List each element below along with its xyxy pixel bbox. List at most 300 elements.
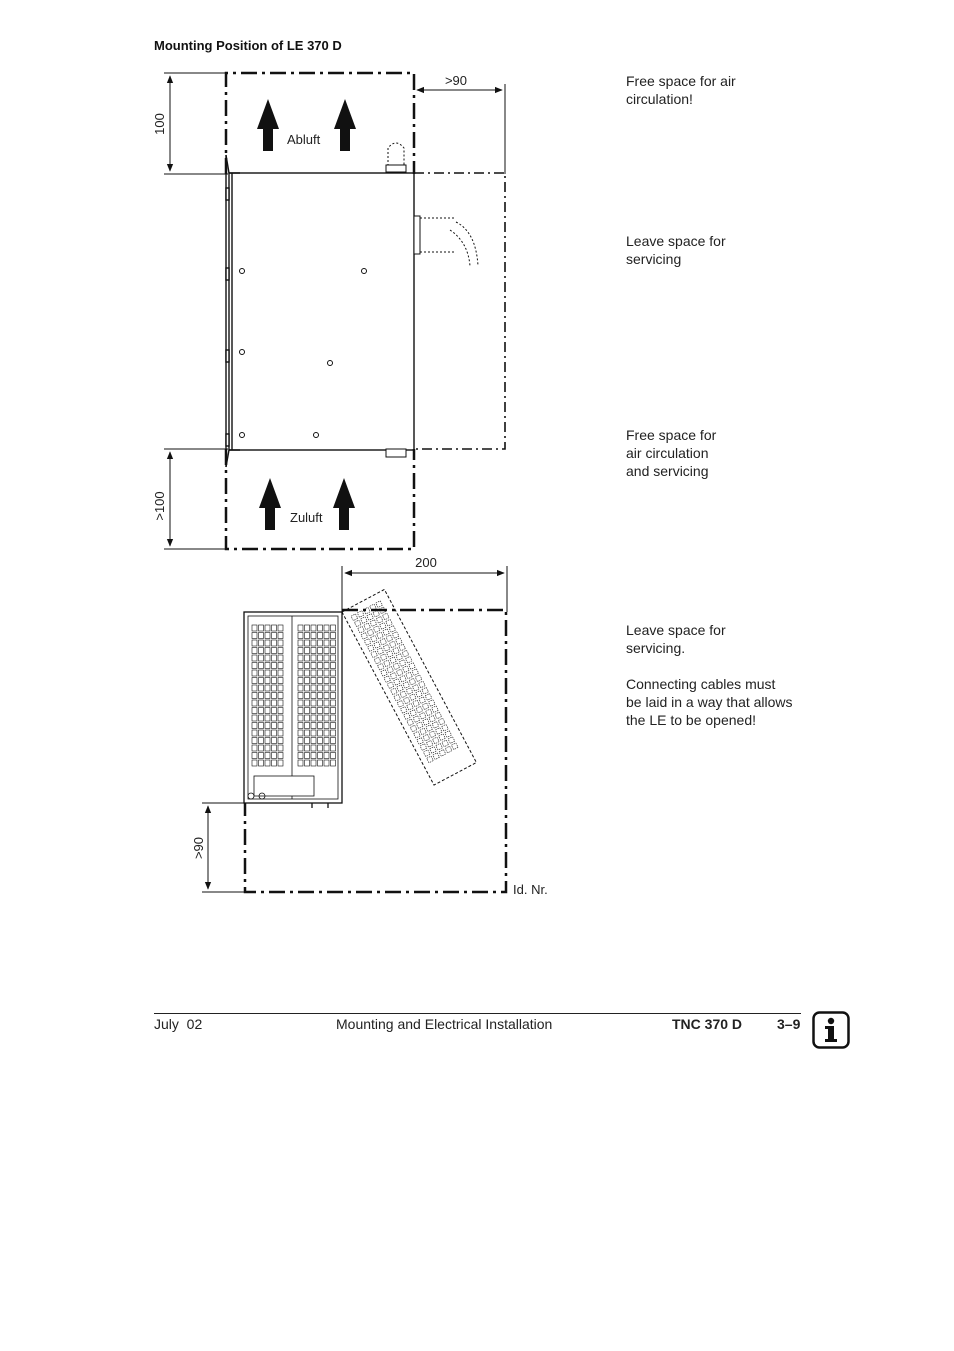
vent-slot: [428, 700, 435, 707]
vent-slot: [265, 730, 270, 736]
vent-slot: [380, 638, 387, 645]
vent-slot: [364, 623, 371, 630]
vent-slot: [416, 706, 423, 713]
vent-slot: [311, 633, 316, 639]
vent-slot: [311, 648, 316, 654]
vent-slot: [354, 620, 361, 627]
vent-slot: [259, 655, 264, 661]
dim-text-bottom-clearance: >100: [152, 491, 167, 521]
vent-slot: [324, 745, 329, 751]
vent-slot: [370, 635, 377, 642]
vent-slot: [374, 657, 381, 664]
footer-date: July 02: [154, 1016, 203, 1032]
vent-slot: [259, 700, 264, 706]
vent-slot: [400, 675, 407, 682]
vent-slot: [422, 703, 429, 710]
vent-slot: [278, 685, 283, 691]
vent-slot: [311, 745, 316, 751]
vent-slot: [265, 685, 270, 691]
vent-slot: [358, 626, 365, 633]
vent-slot: [311, 640, 316, 646]
dim-text-service-width: 200: [415, 555, 437, 570]
vent-slot: [318, 760, 323, 766]
vent-slot: [404, 713, 411, 720]
vent-slot: [364, 639, 371, 646]
vent-slot: [429, 715, 436, 722]
vent-slot: [423, 750, 430, 757]
vent-slot: [311, 760, 316, 766]
vent-slot: [278, 700, 283, 706]
vent-slot: [278, 730, 283, 736]
vent-slot: [252, 693, 257, 699]
vent-slot: [272, 670, 277, 676]
vent-slot: [413, 700, 420, 707]
vent-slot: [331, 708, 336, 714]
vent-slot: [386, 651, 393, 658]
vent-slot: [278, 633, 283, 639]
vent-slot: [387, 666, 394, 673]
vent-slot: [298, 700, 303, 706]
vent-slot: [272, 648, 277, 654]
vent-slot: [331, 648, 336, 654]
vent-slot: [390, 688, 397, 695]
vent-slot: [265, 663, 270, 669]
vent-slot: [318, 708, 323, 714]
vent-slot: [318, 648, 323, 654]
vent-slot: [265, 670, 270, 676]
vent-slot: [318, 723, 323, 729]
vent-slot: [331, 693, 336, 699]
footer-chapter: Mounting and Electrical Installation: [336, 1016, 553, 1032]
vent-slot: [433, 753, 440, 760]
vent-slot: [252, 678, 257, 684]
vent-slot: [387, 682, 394, 689]
vent-slot: [278, 678, 283, 684]
vent-slot: [278, 663, 283, 669]
vent-slot: [298, 663, 303, 669]
footer-product: TNC 370 D: [672, 1016, 743, 1032]
vent-slot: [367, 629, 374, 636]
vent-slot: [298, 655, 303, 661]
vent-slot: [311, 685, 316, 691]
vent-slot: [318, 685, 323, 691]
vent-slot: [376, 616, 383, 623]
vent-slot: [324, 693, 329, 699]
vent-slot: [265, 640, 270, 646]
vent-slot: [272, 715, 277, 721]
vent-slot: [265, 715, 270, 721]
vent-slot: [298, 693, 303, 699]
vent-slot: [435, 728, 442, 735]
vent-slot: [324, 625, 329, 631]
vent-slot: [265, 738, 270, 744]
vent-slot: [278, 693, 283, 699]
vent-slot: [331, 715, 336, 721]
vent-slot: [390, 672, 397, 679]
vent-slot: [373, 626, 380, 633]
vent-slot: [259, 685, 264, 691]
vent-slot: [305, 708, 310, 714]
vent-slot: [412, 669, 419, 676]
vent-slot: [318, 640, 323, 646]
vent-slot: [324, 633, 329, 639]
vent-slot: [318, 730, 323, 736]
vent-slot: [445, 731, 452, 738]
vent-slot: [403, 681, 410, 688]
dim-text-side-clearance: >90: [444, 73, 468, 88]
vent-slot: [331, 670, 336, 676]
dim-text-top-clearance: 100: [152, 113, 167, 135]
vent-slot: [318, 633, 323, 639]
vent-slot: [311, 670, 316, 676]
vent-slot: [265, 625, 270, 631]
vent-slot: [252, 648, 257, 654]
vent-slot: [430, 747, 437, 754]
vent-slot: [278, 648, 283, 654]
dimension-side-clearance: [417, 84, 505, 174]
label-id-number: Id. Nr.: [513, 882, 548, 897]
vent-slot: [305, 753, 310, 759]
vent-slot: [252, 723, 257, 729]
vent-slot: [406, 672, 413, 679]
vent-slot: [298, 685, 303, 691]
vent-slot: [427, 756, 434, 763]
vent-slot: [311, 738, 316, 744]
vent-slot: [405, 656, 412, 663]
vent-slot: [371, 651, 378, 658]
vent-slot: [377, 632, 384, 639]
vent-slot: [305, 738, 310, 744]
vent-slot: [278, 753, 283, 759]
vent-slot: [298, 640, 303, 646]
vent-slot: [298, 678, 303, 684]
vent-slot: [272, 723, 277, 729]
label-intake: Zuluft: [290, 510, 323, 525]
vent-slot: [259, 723, 264, 729]
vent-slot: [259, 715, 264, 721]
vent-slot: [298, 648, 303, 654]
vent-slot: [318, 745, 323, 751]
vent-slot: [278, 745, 283, 751]
dimension-service-width: [342, 566, 507, 612]
vent-slot: [331, 700, 336, 706]
note-servicing: Leave space for servicing: [626, 233, 726, 267]
vent-slot: [331, 678, 336, 684]
vent-slot: [252, 760, 257, 766]
vent-slot: [259, 633, 264, 639]
vent-slot: [318, 670, 323, 676]
vent-slot: [252, 753, 257, 759]
vent-slot: [377, 663, 384, 670]
vent-slot: [265, 648, 270, 654]
vent-slot: [423, 734, 430, 741]
vent-slot: [259, 753, 264, 759]
vent-slot: [331, 738, 336, 744]
vent-slot: [324, 655, 329, 661]
vent-slot: [416, 722, 423, 729]
vent-slot: [305, 693, 310, 699]
vent-slot: [331, 685, 336, 691]
vent-slot: [331, 730, 336, 736]
vent-slot: [409, 694, 416, 701]
vent-slot: [298, 745, 303, 751]
vent-slot: [278, 723, 283, 729]
vent-slot: [265, 760, 270, 766]
vent-slot: [272, 678, 277, 684]
vent-slot: [439, 749, 446, 756]
vent-slot: [278, 670, 283, 676]
vent-slot: [420, 744, 427, 751]
vent-slot: [259, 625, 264, 631]
vent-slot: [425, 709, 432, 716]
vent-slot: [416, 691, 423, 698]
vent-slot: [265, 678, 270, 684]
vent-slot: [419, 712, 426, 719]
vent-slot: [272, 633, 277, 639]
vent-slot: [252, 700, 257, 706]
vent-slot: [252, 738, 257, 744]
vent-slot: [272, 745, 277, 751]
vent-slot: [278, 625, 283, 631]
vent-slot: [423, 719, 430, 726]
vent-slot: [331, 760, 336, 766]
vent-slot: [265, 753, 270, 759]
vent-slot: [436, 743, 443, 750]
vent-slot: [413, 731, 420, 738]
vent-slot: [311, 693, 316, 699]
vent-slot: [445, 746, 452, 753]
vent-slot: [252, 670, 257, 676]
vent-slot: [331, 745, 336, 751]
vent-slot: [383, 644, 390, 651]
vent-slot: [394, 694, 401, 701]
vent-slot: [305, 745, 310, 751]
vent-slot: [278, 760, 283, 766]
vent-slot: [361, 632, 368, 639]
vent-slot: [324, 648, 329, 654]
vent-slot: [311, 700, 316, 706]
vent-slot: [298, 670, 303, 676]
vent-slot: [272, 738, 277, 744]
vent-slot: [432, 721, 439, 728]
vent-grid-left: [252, 625, 283, 766]
vent-slot: [265, 655, 270, 661]
vent-slot: [409, 678, 416, 685]
vent-slot: [278, 655, 283, 661]
opened-door: [342, 589, 476, 785]
vent-slot: [395, 638, 402, 645]
vent-slot: [259, 693, 264, 699]
info-icon: [812, 1011, 850, 1049]
vent-slot: [259, 648, 264, 654]
vent-slot: [324, 640, 329, 646]
vent-slot: [252, 745, 257, 751]
dim-text-lower-clearance: >90: [191, 836, 206, 860]
vent-slot: [298, 633, 303, 639]
vent-slot: [311, 663, 316, 669]
vent-slot: [298, 715, 303, 721]
vent-slot: [311, 708, 316, 714]
vent-slot: [407, 719, 414, 726]
vent-slot: [331, 753, 336, 759]
vent-slot: [374, 642, 381, 649]
vent-slot: [442, 740, 449, 747]
vent-slot: [324, 738, 329, 744]
vent-slot: [324, 700, 329, 706]
vent-slot: [438, 718, 445, 725]
vent-slot: [278, 738, 283, 744]
vent-slot: [439, 734, 446, 741]
vent-slot: [331, 625, 336, 631]
vent-slot: [324, 670, 329, 676]
vent-slot: [318, 715, 323, 721]
vent-slot: [392, 632, 399, 639]
vent-slot: [305, 685, 310, 691]
vent-slot: [272, 640, 277, 646]
vent-slot: [397, 685, 404, 692]
vent-slot: [399, 660, 406, 667]
dimension-bottom-clearance: [164, 449, 228, 549]
vent-slot: [278, 715, 283, 721]
note-air-circulation: Free space for air circulation!: [626, 73, 736, 107]
vent-slot: [318, 738, 323, 744]
vent-slot: [406, 688, 413, 695]
vent-slot: [298, 723, 303, 729]
vent-slot: [272, 730, 277, 736]
vent-slot: [331, 655, 336, 661]
vent-slot: [311, 678, 316, 684]
page-title: Mounting Position of LE 370 D: [154, 38, 342, 53]
vent-slot: [259, 670, 264, 676]
vent-slot: [400, 691, 407, 698]
vent-slot: [426, 725, 433, 732]
vent-slot: [298, 625, 303, 631]
vent-slot: [305, 678, 310, 684]
vent-slot: [380, 654, 387, 661]
vent-slot: [278, 708, 283, 714]
vent-slot: [390, 657, 397, 664]
vent-slot: [409, 663, 416, 670]
vent-slot: [367, 614, 374, 621]
vent-slot: [324, 723, 329, 729]
vent-slot: [305, 715, 310, 721]
vent-slot: [305, 640, 310, 646]
vent-slot: [451, 743, 458, 750]
vent-slot: [259, 678, 264, 684]
vent-slot: [305, 648, 310, 654]
vent-slot: [318, 753, 323, 759]
vent-slot: [324, 730, 329, 736]
vent-slot: [272, 625, 277, 631]
vent-slot: [272, 700, 277, 706]
note-servicing-cables: Leave space for servicing. Connecting cables must be laid in a way that allows the LE to be opened!: [626, 622, 793, 728]
vent-slot: [331, 723, 336, 729]
vent-slot: [361, 617, 368, 624]
vent-slot: [422, 687, 429, 694]
vent-slot: [272, 760, 277, 766]
vent-slot: [272, 663, 277, 669]
vent-slot: [400, 707, 407, 714]
side-cable-connector: [414, 216, 478, 266]
vent-slot: [442, 724, 449, 731]
vent-slot: [376, 601, 383, 608]
vent-slot: [318, 693, 323, 699]
vent-slot: [351, 614, 358, 621]
vent-slot: [432, 737, 439, 744]
vent-slot: [298, 760, 303, 766]
vent-slot: [403, 697, 410, 704]
vent-slot: [272, 693, 277, 699]
vent-slot: [252, 625, 257, 631]
vent-slot: [399, 644, 406, 651]
vent-slot: [419, 697, 426, 704]
vent-slot: [331, 640, 336, 646]
vent-slot: [435, 712, 442, 719]
vent-slot: [305, 655, 310, 661]
note-air-and-servicing: Free space for air circulation and servicing: [626, 427, 717, 479]
vent-slot: [393, 663, 400, 670]
vent-slot: [384, 676, 391, 683]
vent-slot: [265, 700, 270, 706]
unit-body: [226, 155, 414, 467]
airflow-arrows: [257, 99, 356, 530]
vent-slot: [278, 640, 283, 646]
vent-slot: [318, 655, 323, 661]
vent-slot: [298, 730, 303, 736]
label-exhaust: Abluft: [287, 132, 321, 147]
vent-slot: [426, 740, 433, 747]
vent-slot: [429, 731, 436, 738]
vent-slot: [311, 723, 316, 729]
vent-slot: [305, 670, 310, 676]
vent-slot: [265, 693, 270, 699]
vent-slot: [357, 611, 364, 618]
vent-slot: [379, 623, 386, 630]
vent-slot: [305, 663, 310, 669]
screw-holes: [240, 269, 367, 438]
vent-slot: [393, 647, 400, 654]
vent-slot: [417, 738, 424, 745]
vent-slot: [298, 708, 303, 714]
vent-slot: [331, 633, 336, 639]
vent-slot: [410, 725, 417, 732]
vent-slot: [377, 648, 384, 655]
vent-slot: [252, 708, 257, 714]
vent-slot: [305, 760, 310, 766]
vent-slot: [252, 655, 257, 661]
vent-slot: [305, 723, 310, 729]
vent-slot: [396, 653, 403, 660]
vent-slot: [318, 700, 323, 706]
vent-slot: [259, 708, 264, 714]
vent-slot: [252, 663, 257, 669]
vent-slot: [252, 715, 257, 721]
vent-slot: [420, 728, 427, 735]
vent-slot: [425, 693, 432, 700]
vent-slot: [324, 685, 329, 691]
vent-slot: [259, 730, 264, 736]
vent-grid-right: [298, 625, 336, 766]
vent-slot: [381, 670, 388, 677]
vent-slot: [415, 675, 422, 682]
vent-slot: [252, 640, 257, 646]
service-zone-outline: [414, 173, 505, 449]
dimension-lower-clearance: [202, 803, 246, 892]
vent-slot: [272, 685, 277, 691]
vent-slot: [402, 650, 409, 657]
vent-slot: [311, 753, 316, 759]
vent-slot: [259, 745, 264, 751]
